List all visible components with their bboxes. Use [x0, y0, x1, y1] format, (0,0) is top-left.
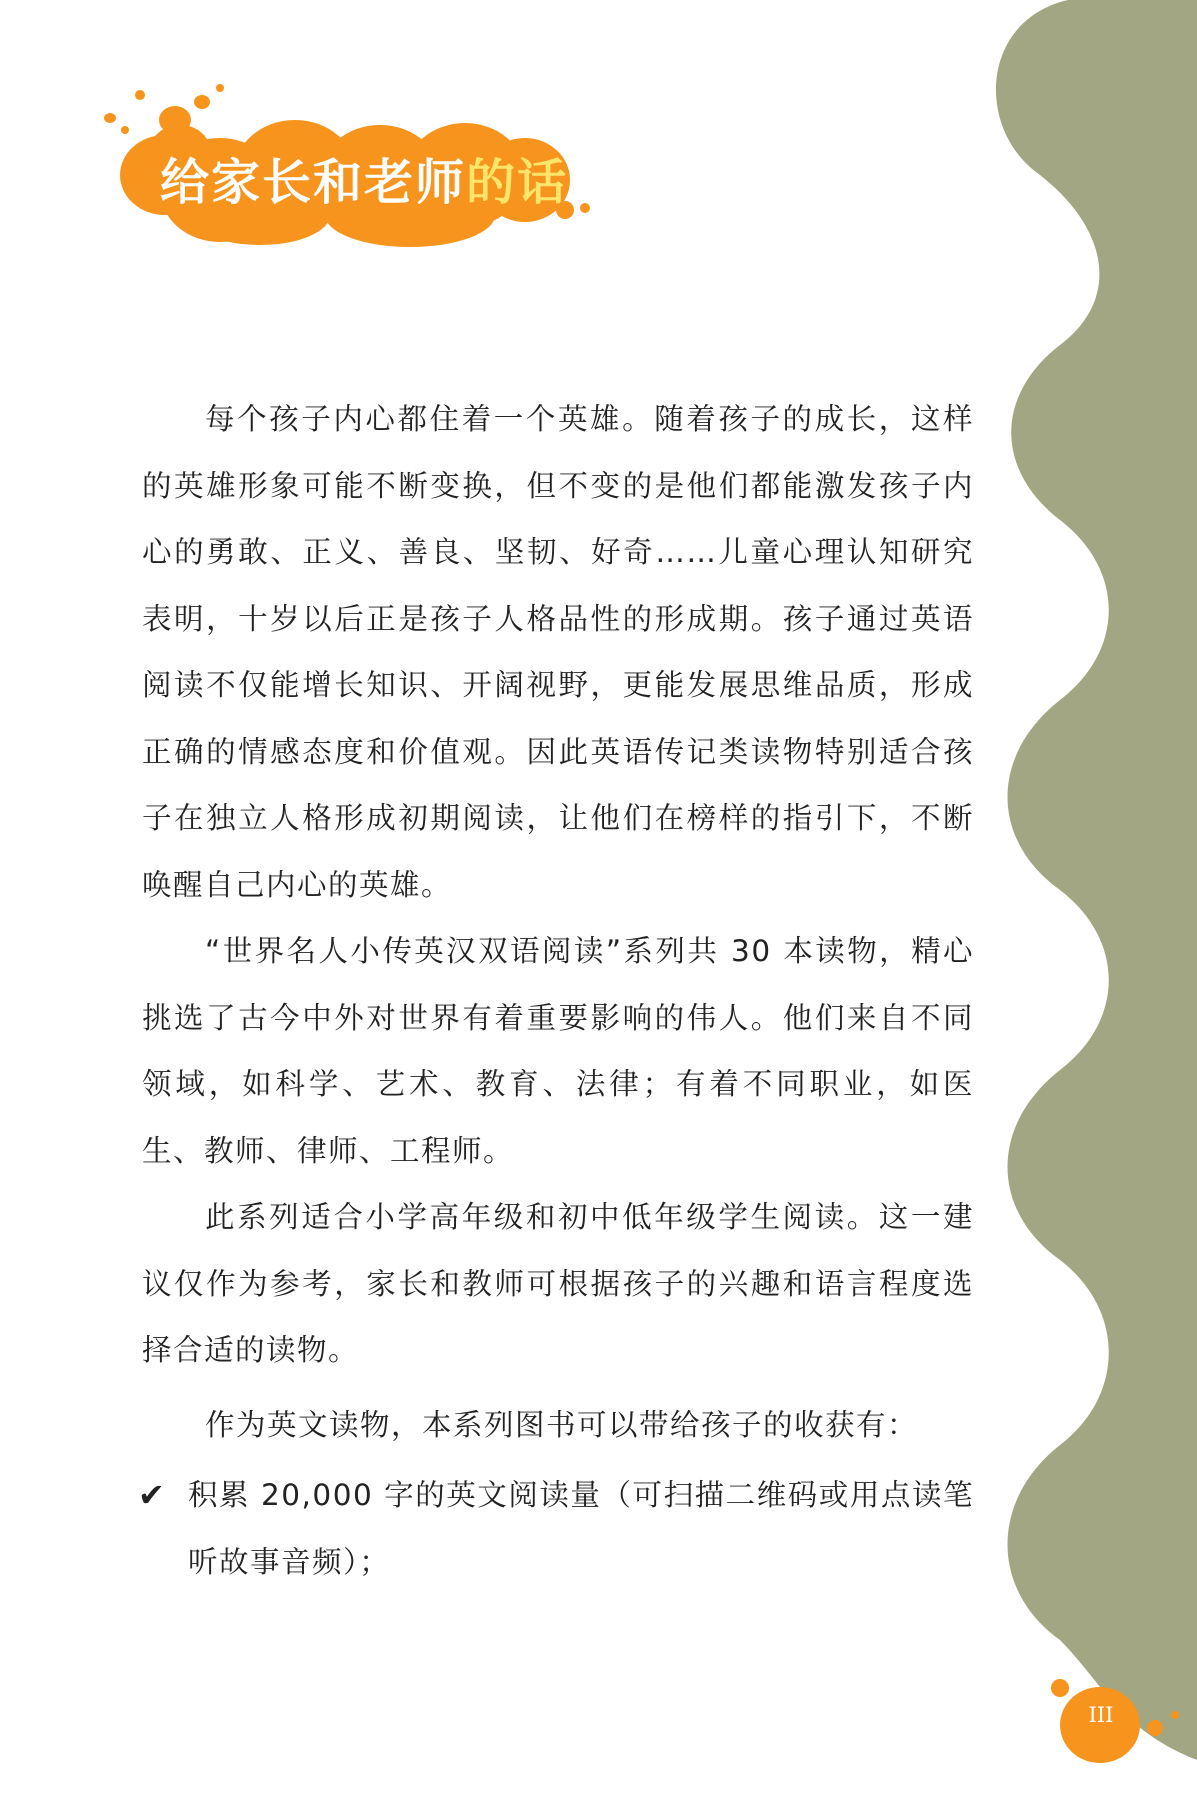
paragraph: 每个孩子内心都住着一个英雄。随着孩子的成长，这样的英雄形象可能不断变换，但不变的是他们都能激发孩子内心的勇敢、正义、善良、坚韧、好奇……儿童心理认知研究表明，十岁以后正是孩子人格品性的形成期。孩子通过英语阅读不仅能增长知识、开阔视野，更能发展思维品质，形成正确的情感态度和价值观。因此英语传记类读物特别适合孩子在独立人格形成初期阅读，让他们在榜样的指引下，不断唤醒自己内心的英雄。	[142, 402, 974, 902]
check-icon: ✔	[138, 1476, 165, 1514]
page-number: III	[1088, 1703, 1114, 1727]
page-title	[160, 154, 569, 211]
check-list-item-text: 积累 20,000 字的英文阅读量（可扫描二维码或用点读笔听故事音频）；	[188, 1478, 974, 1579]
body-text	[138, 386, 974, 1595]
paragraph: “世界名人小传英汉双语阅读”系列共 30 本读物，精心挑选了古今中外对世界有着重要影响的伟人。他们来自不同领域，如科学、艺术、教育、法律；有着不同职业，如医生、教师、律师、工程师。	[142, 934, 974, 1168]
check-list-item	[138, 1462, 974, 1595]
page-number-splash	[1040, 1670, 1197, 1796]
paragraph: 此系列适合小学高年级和初中低年级学生阅读。这一建议仅作为参考，家长和教师可根据孩子的兴趣和语言程度选择合适的读物。	[142, 1200, 974, 1367]
page-title-main: 给家长和老师	[160, 154, 467, 211]
page-title-highlight: 的话	[466, 154, 569, 211]
paragraph: 作为英文读物，本系列图书可以带给孩子的收获有：	[205, 1407, 919, 1442]
wavy-sidebar-shape	[996, 0, 1197, 1760]
